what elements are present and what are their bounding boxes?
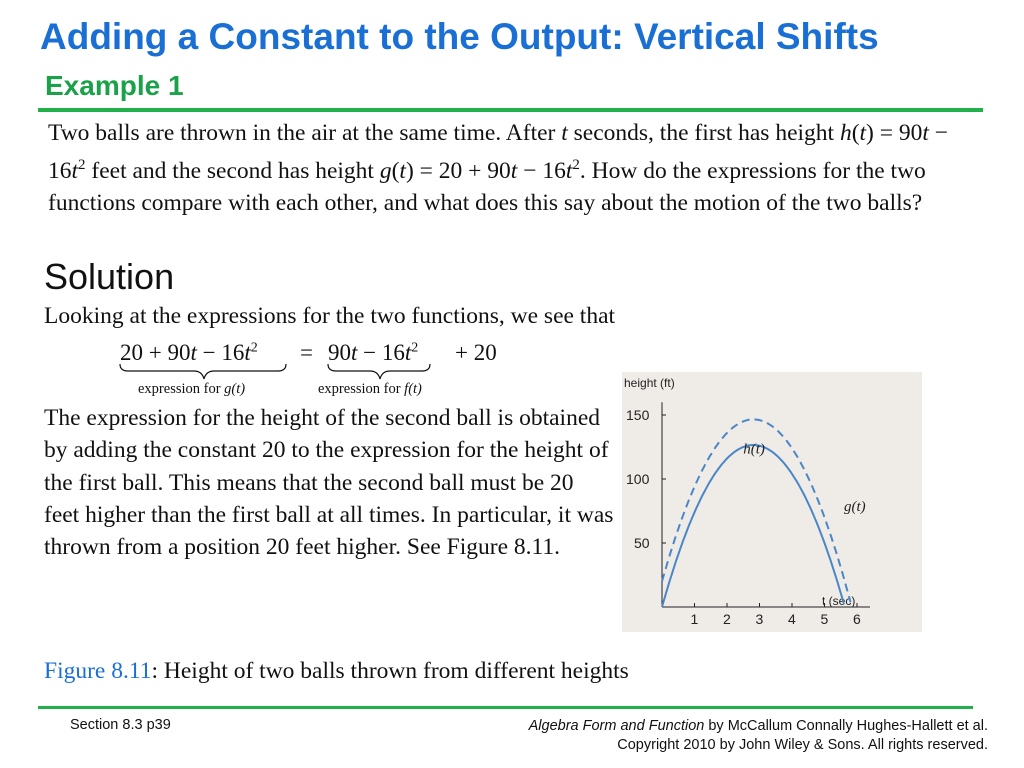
equals-sign: =	[300, 340, 313, 365]
equation-right: $90t - 16t^2$	[328, 340, 419, 365]
figure-label: Figure 8.11	[44, 658, 152, 684]
x-tick-label: 2	[723, 611, 731, 627]
x-axis-label: t (sec)	[822, 594, 856, 608]
solution-heading: Solution	[44, 256, 175, 297]
y-axis-label: height (ft)	[624, 376, 675, 390]
y-tick-label: 50	[634, 535, 650, 551]
left-underbrace	[120, 364, 286, 379]
underbraces	[118, 362, 458, 382]
figure-caption: Figure 8.11: Height of two balls thrown from different heights	[44, 658, 629, 684]
slide-title: Adding a Constant to the Output: Vertical Shifts	[40, 16, 879, 57]
x-tick-label: 1	[690, 611, 699, 627]
plus-twenty: + 20	[455, 340, 497, 365]
chart-plot	[622, 372, 922, 632]
y-tick-label: 100	[626, 471, 650, 487]
series-ht-label: h(t)	[743, 441, 765, 458]
y-tick-label: 150	[626, 407, 650, 423]
solution-explanation: The expression for the height of the second ball is obtained by adding the constant 20 to the expression for the height of the first ball. This means that the second ball must be 20 feet higher than the first ball at all times. In particular, it was thrown from a position 20 feet higher. See Figure 8.11.	[44, 405, 614, 561]
book-credit: Algebra Form and Function by McCallum Connally Hughes-Hallett et al. Copyright 2010 by John Wiley & Sons. All rights reserved.	[528, 718, 988, 753]
section-reference: Section 8.3 p39	[70, 717, 171, 733]
equation-left: $20 + 90t - 16t^2$	[120, 340, 258, 365]
x-tick-label: 6	[853, 611, 861, 627]
brace-label-g: expression for g(t)	[138, 381, 246, 397]
x-tick-label: 3	[755, 611, 764, 627]
problem-statement: Two balls are thrown in the air at the same time. After t seconds, the first has height $h(t) = 90t - 16t^2$ feet and the second has height $g(t) = 20 + 90t - 16t^2$. How do the expressions for the two functions compare with each other, and what does this say about the motion of the two balls?	[48, 120, 949, 216]
right-underbrace	[328, 364, 430, 379]
solution-intro: Looking at the expressions for the two functions, we see that	[44, 303, 616, 329]
bottom-divider	[38, 706, 973, 709]
example-heading: Example 1	[45, 70, 184, 101]
top-divider	[38, 108, 983, 112]
brace-label-f: expression for f(t)	[318, 381, 422, 397]
height-chart	[622, 372, 922, 632]
x-tick-label: 5	[820, 611, 829, 627]
x-tick-label: 4	[788, 611, 796, 627]
series-ht-curve	[662, 445, 844, 607]
series-gt-label: g(t)	[844, 499, 866, 515]
